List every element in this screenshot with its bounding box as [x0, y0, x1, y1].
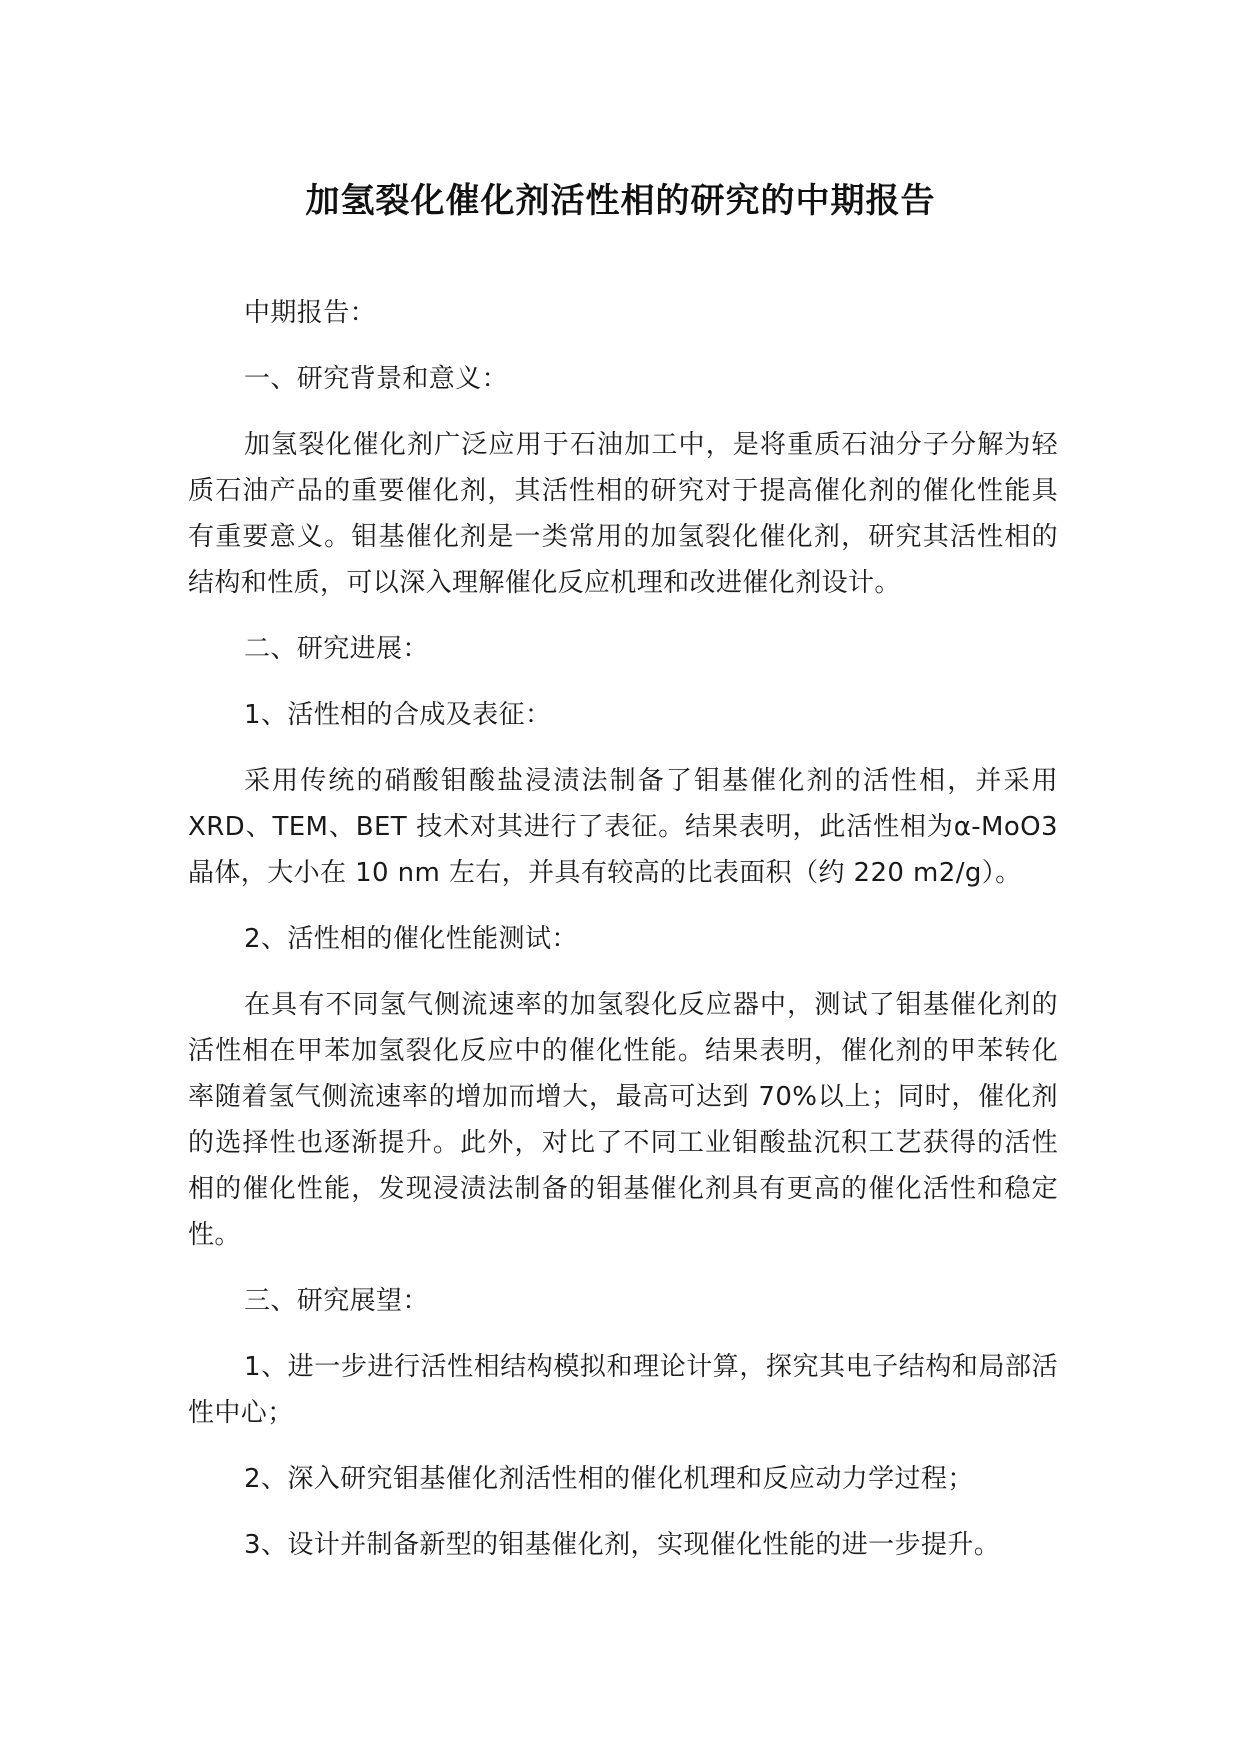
section-heading-outlook: 三、研究展望：: [244, 1286, 429, 1316]
performance-paragraph: 在具有不同氢气侧流速率的加氢裂化反应器中，测试了钼基催化剂的活性相在甲苯加氢裂化反应中的催化性能。结果表明，催化剂的甲苯转化率随着氢气侧流速率的增加而增大，最高可达到 70%以上；同时，催化剂的选择性也逐渐提升。此外，对比了不同工业钼酸盐沉积工艺获得的活性相的催化性能，发现浸渍法制备的钼基催化剂具有更高的催化活性和稳定性。: [188, 990, 1058, 1250]
background-paragraph: 加氢裂化催化剂广泛应用于石油加工中，是将重质石油分子分解为轻质石油产品的重要催化剂，其活性相的研究对于提高催化剂的催化性能具有重要意义。钼基催化剂是一类常用的加氢裂化催化剂，研究其活性相的结构和性质，可以深入理解催化反应机理和改进催化剂设计。: [188, 430, 1058, 598]
report-label: 中期报告：: [244, 298, 377, 328]
outlook-item-2: 2、深入研究钼基催化剂活性相的催化机理和反应动力学过程；: [244, 1464, 974, 1494]
outlook-item-1: 1、进一步进行活性相结构模拟和理论计算，探究其电子结构和局部活性中心；: [188, 1352, 1058, 1428]
document-title: 加氢裂化催化剂活性相的研究的中期报告: [305, 181, 936, 221]
subheading-synthesis: 1、活性相的合成及表征：: [244, 700, 552, 730]
section-heading-progress: 二、研究进展：: [244, 634, 429, 664]
synthesis-paragraph: 采用传统的硝酸钼酸盐浸渍法制备了钼基催化剂的活性相，并采用 XRD、TEM、BET 技术对其进行了表征。结果表明，此活性相为α-MoO3 晶体，大小在 10 nm 左右，并具有较高的比表面积（约 220 m2/g）。: [188, 766, 1058, 888]
section-heading-background: 一、研究背景和意义：: [244, 364, 509, 394]
subheading-performance: 2、活性相的催化性能测试：: [244, 924, 578, 954]
outlook-item-3: 3、设计并制备新型的钼基催化剂，实现催化性能的进一步提升。: [244, 1530, 1001, 1560]
document-body: [188, 290, 1058, 1588]
